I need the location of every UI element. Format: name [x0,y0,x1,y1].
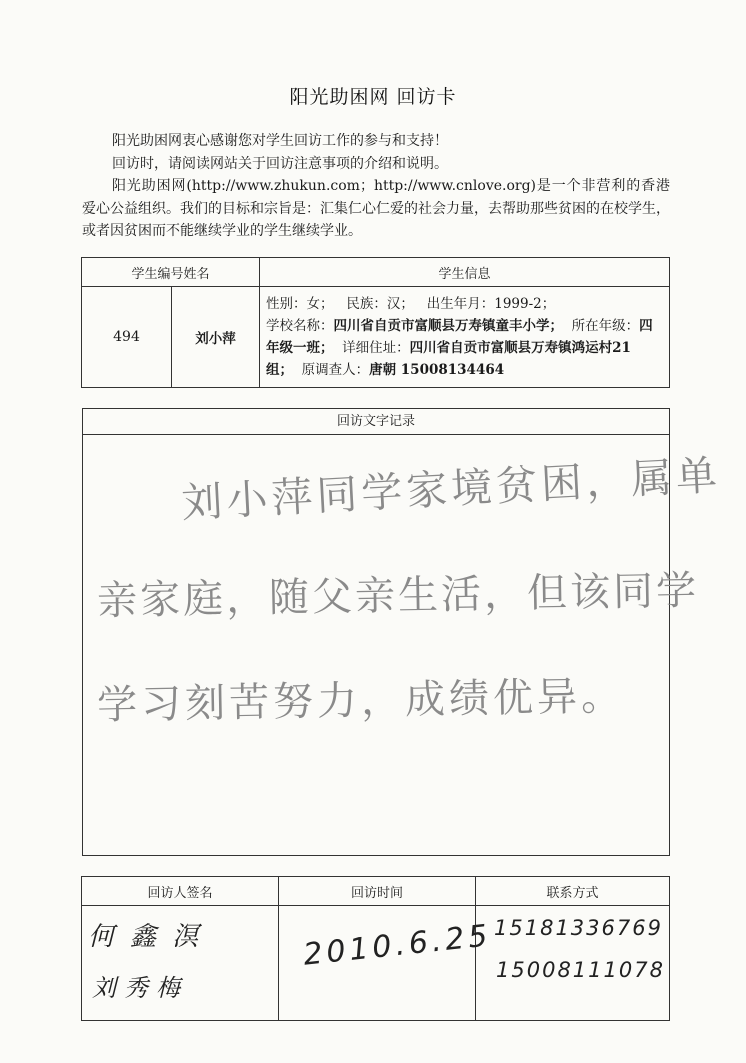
intro-paragraph: 阳光助困网衷心感谢您对学生回访工作的参与和支持！ [112,133,448,149]
address-label: 详细住址： [342,340,410,356]
visitor-signature: 何鑫溟 [88,922,215,952]
grade-label: 所在年级： [571,318,640,334]
card-title: 阳光助困网 回访卡 [289,86,457,108]
school-value: 四川省自贡市富顺县万寿镇童丰小学； [333,318,563,334]
header-contact: 联系方式 [476,877,670,906]
table-header-row [82,258,670,287]
ethnicity-label: 民族： [346,296,387,312]
visit-record-box [82,408,723,856]
handwritten-record-line: 刘小萍同学家境贫困，属单 [180,450,723,528]
signature-table [81,876,670,1021]
birth-label: 出生年月： [426,296,495,312]
student-id: 494 [82,287,172,388]
gender-label: 性别： [266,296,307,312]
visit-time-cell [279,906,493,1021]
ethnicity-value: 汉； [386,296,414,312]
visit-record-header: 回访文字记录 [83,409,669,435]
intro-text [82,130,670,243]
contact-cell [476,906,670,1021]
investigator-label: 原调查人： [301,362,370,378]
intro-paragraph: 回访时，请阅读网站关于回访注意事项的介绍和说明。 [112,155,448,172]
handwritten-record-line: 学习刻苦努力，成绩优异。 [96,673,626,729]
table-row [82,287,670,388]
investigator-value: 唐朝 15008134464 [369,362,505,378]
gender-value: 女； [306,296,334,312]
student-info-table [81,257,670,388]
visitor-signature: 刘秀梅 [92,974,188,1002]
grade-value: 四年级一班； [266,318,653,356]
address-value: 四川省自贡市富顺县万寿镇鸿运村21组； [266,340,631,378]
school-label: 学校名称： [266,318,334,334]
student-details [260,287,670,388]
header-student-id-name: 学生编号姓名 [82,258,260,287]
signature-cell [82,906,279,1021]
visit-date: 2010.6.25 [301,918,493,973]
table-header-row [82,877,670,906]
intro-paragraph: 阳光助困网(http://www.zhukun.com；http://www.cnlove.org)是一个非营利的香港爱心公益组织。我们的目标和宗旨是：汇集仁心仁爱的社会力量，去帮助那些贫困的在校学生，或者因贫困而不能继续学业的学生继续学业。 [82,178,670,239]
table-row [82,906,670,1021]
phone-number: 15181336769 [494,916,663,940]
handwritten-record-line: 亲家庭，随父亲生活，但该同学 [96,567,700,625]
birth-value: 1999-2； [494,296,556,312]
header-visitor-signature: 回访人签名 [82,877,279,906]
student-name: 刘小萍 [172,287,260,388]
phone-number: 15008111078 [496,958,665,982]
header-student-info: 学生信息 [260,258,670,287]
header-visit-time: 回访时间 [279,877,476,906]
